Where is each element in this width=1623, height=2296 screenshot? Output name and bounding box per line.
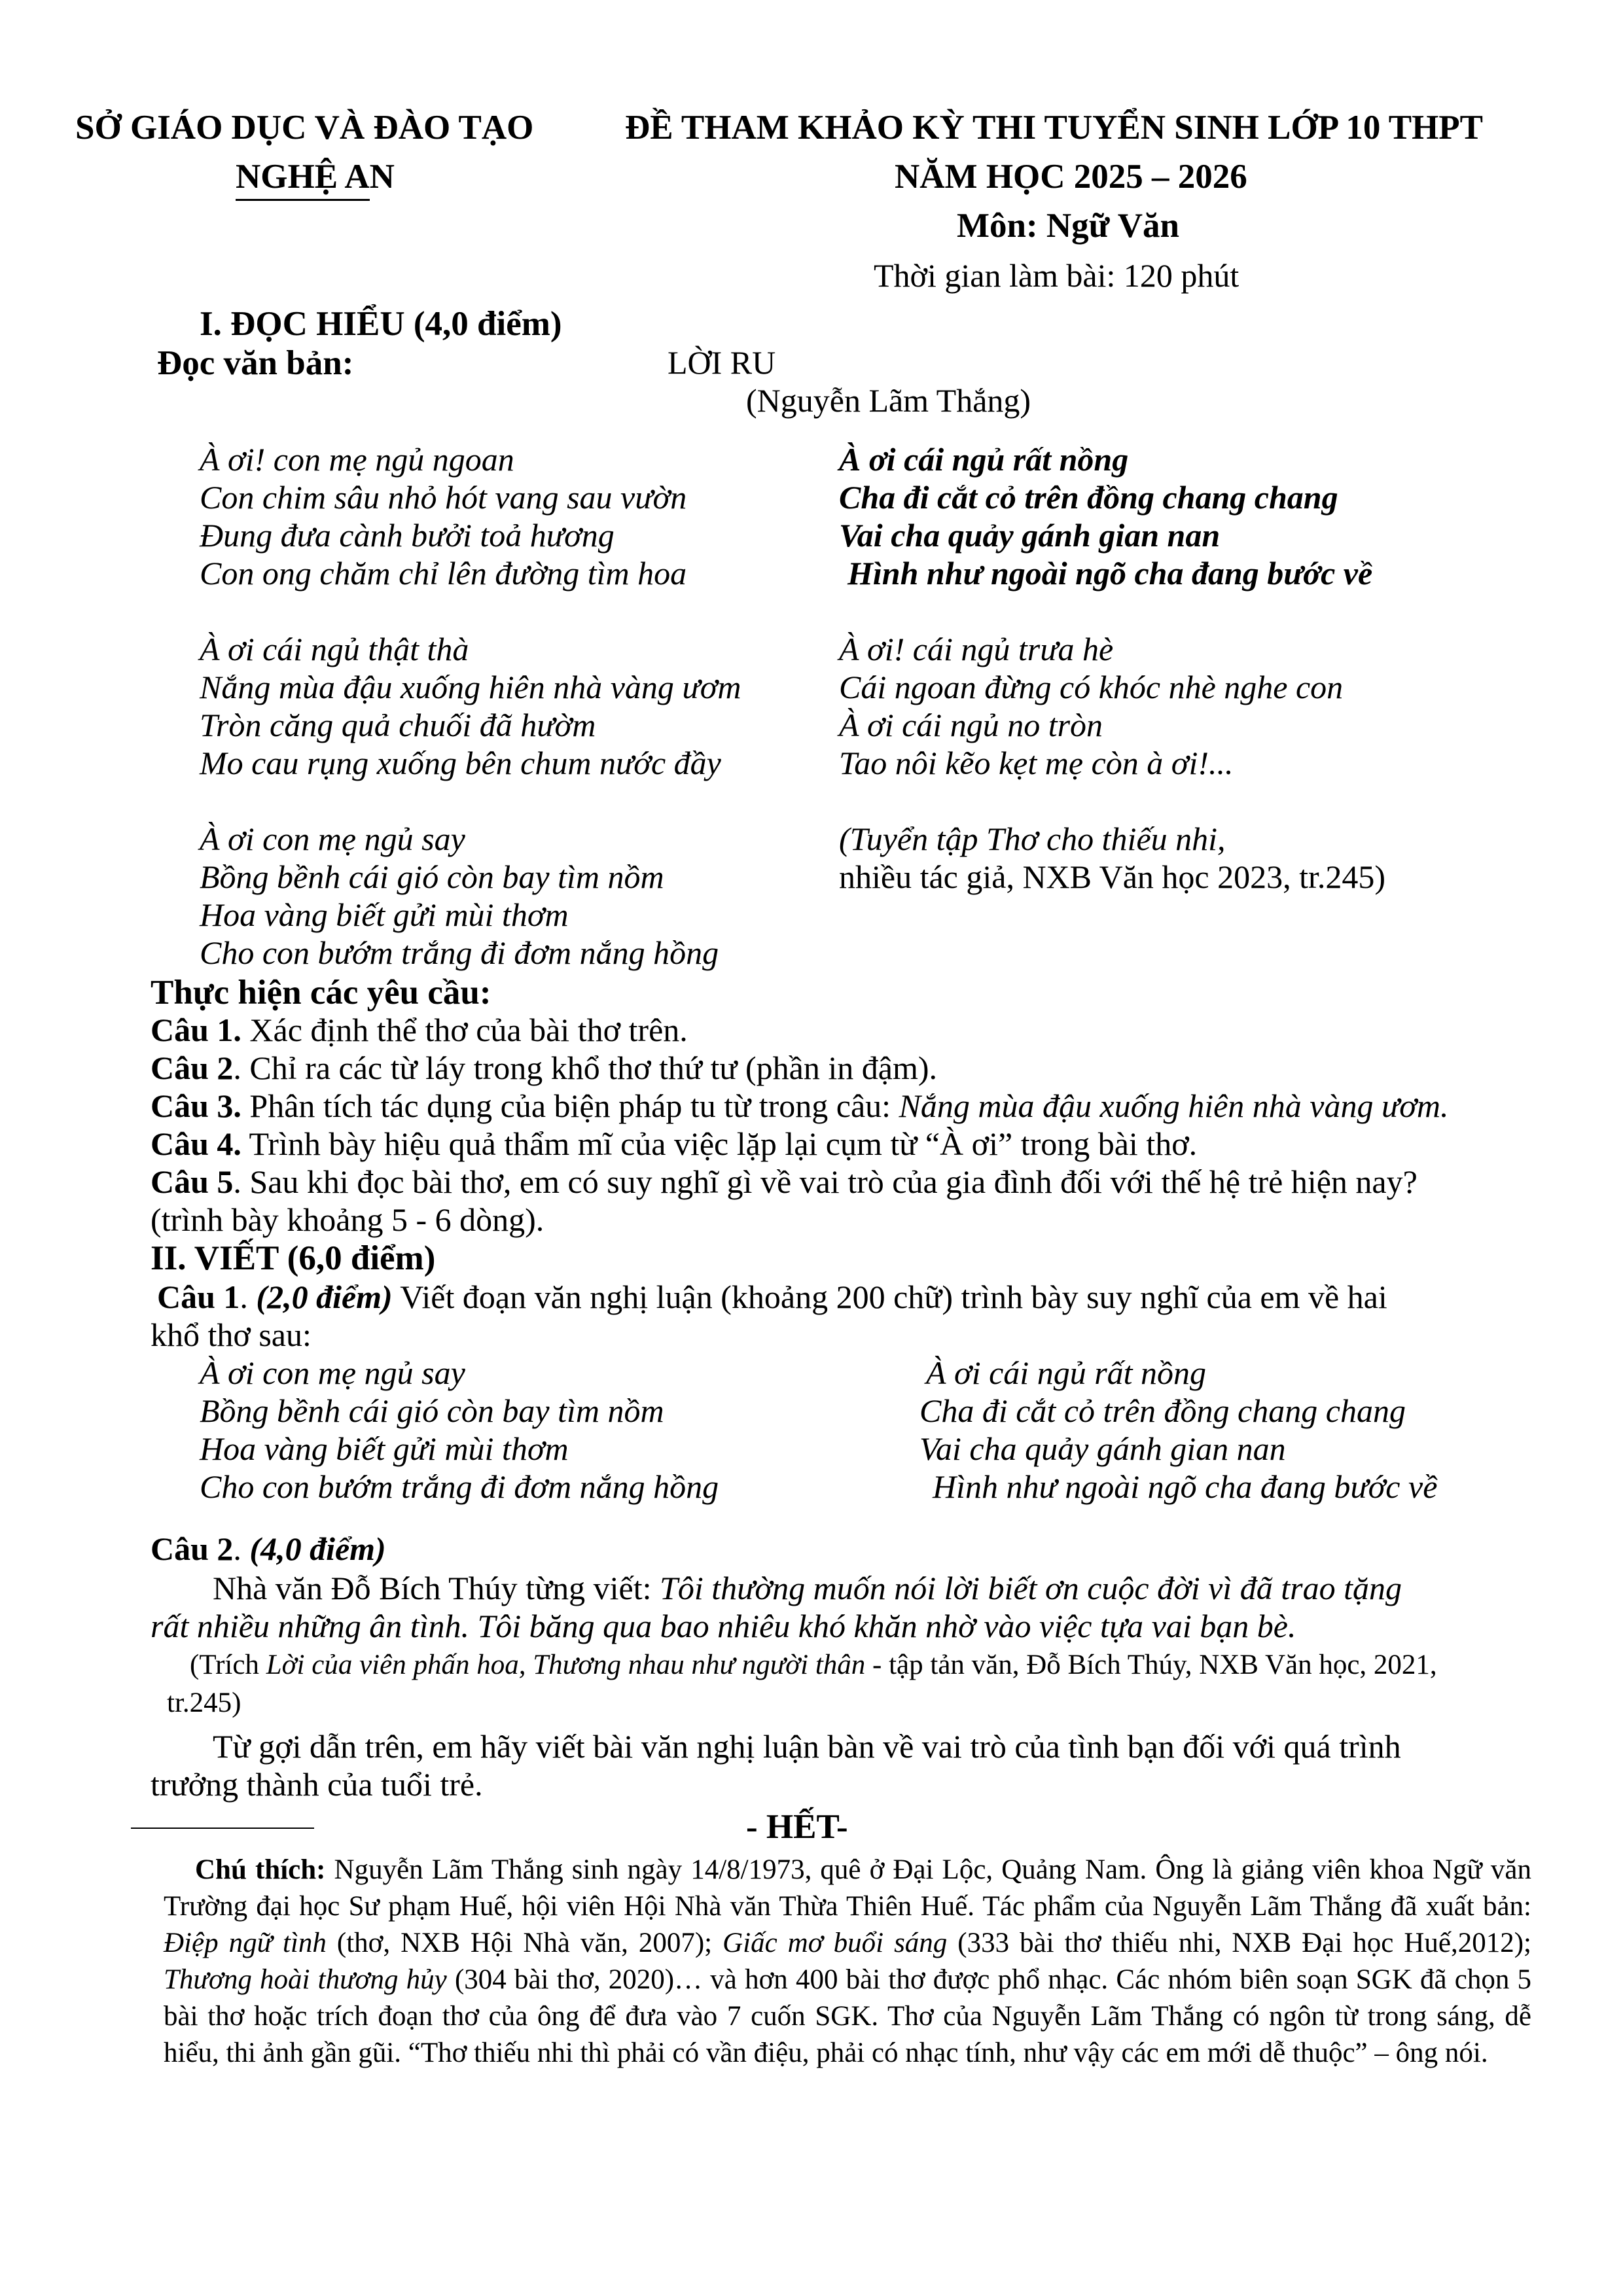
excerpt-line: Bồng bềnh cái gió còn bay tìm nồm — [200, 1392, 664, 1429]
poem-line: Con chim sâu nhỏ hót vang sau vườn — [200, 479, 687, 516]
poem-line: À ơi! con mẹ ngủ ngoan — [200, 441, 514, 478]
department-name: SỞ GIÁO DỤC VÀ ĐÀO TẠO — [75, 109, 534, 147]
excerpt-line: Cho con bướm trắng đi đơm nắng hồng — [200, 1468, 719, 1505]
header-underline — [236, 199, 370, 201]
footnote: Chú thích: Nguyễn Lãm Thắng sinh ngày 14/8/1973, quê ở Đại Lộc, Quảng Nam. Ông là giảng viên khoa Ngữ văn Trường đại học Sư phạm Huế, hội viên Hội Nhà văn Thừa Thiên Huế. Tác phẩm của Nguyễn Lãm Thắng đã xuất bản: Điệp ngữ tình (thơ, NXB Hội Nhà văn, 2007); Giấc mơ buổi sáng (333 bài thơ thiếu nhi, NXB Đại học Huế,2012); Thương hoài thương hủy (304 bài thơ, 2020)… và hơn 400 bài thơ được phổ nhạc. Các nhóm biên soạn SGK đã chọn 5 bài thơ hoặc trích đoạn thơ của ông để đưa vào 7 cuốn SGK. Thơ của Nguyễn Lãm Thắng có ngôn từ trong sáng, dễ hiểu, thi ảnh gần gũi. “Thơ thiếu nhi thì phải có vần điệu, phải có nhạc tính, như vậy các em mới dễ thuộc” – ông nói. — [164, 1854, 1532, 2068]
poem-line: Hoa vàng biết gửi mùi thơm — [200, 896, 569, 933]
poem-line: À ơi cái ngủ thật thà — [200, 631, 469, 667]
poem-line: Tròn căng quả chuối đã hườm — [200, 707, 596, 743]
quote-citation-end: tr.245) — [167, 1687, 241, 1718]
writing-question-2: Câu 2. (4,0 điểm) — [151, 1530, 386, 1567]
writing-question-1: Câu 1. (2,0 điểm) Viết đoạn văn nghị luận (khoảng 200 chữ) trình bày suy nghĩ của em về hai — [157, 1279, 1387, 1315]
poem-line: Bồng bềnh cái gió còn bay tìm nồm — [200, 858, 664, 895]
poem-line: Cho con bướm trắng đi đơm nắng hồng — [200, 934, 719, 971]
poem-line: Nắng mùa đậu xuống hiên nhà vàng ươm — [200, 669, 741, 705]
question-4: Câu 4. Trình bày hiệu quả thẩm mĩ của việc lặp lại cụm từ “À ơi” trong bài thơ. — [151, 1125, 1198, 1162]
question-5-note: (trình bày khoảng 5 - 6 dòng). — [151, 1201, 544, 1238]
poem-line: À ơi con mẹ ngủ say — [200, 821, 465, 857]
poem-source: (Tuyển tập Thơ cho thiếu nhi, — [839, 821, 1226, 857]
poem-author: (Nguyễn Lãm Thắng) — [746, 382, 1031, 419]
writing-task: trưởng thành của tuổi trẻ. — [151, 1766, 483, 1803]
poem-line: Tao nôi kẽo kẹt mẹ còn à ơi!... — [839, 745, 1234, 781]
question-2: Câu 2. Chỉ ra các từ láy trong khổ thơ thứ tư (phần in đậm). — [151, 1050, 937, 1086]
poem-line-bold: Cha đi cắt cỏ trên đồng chang chang — [839, 479, 1338, 516]
tasks-title: Thực hiện các yêu cầu: — [151, 974, 491, 1012]
poem-title: LỜI RU — [668, 344, 776, 381]
province-name: NGHỆ AN — [236, 158, 395, 196]
poem-line: Mo cau rụng xuống bên chum nước đầy — [200, 745, 721, 781]
poem-line: À ơi cái ngủ no tròn — [839, 707, 1103, 743]
poem-line: À ơi! cái ngủ trưa hè — [839, 631, 1114, 667]
excerpt-line: Hình như ngoài ngõ cha đang bước về — [933, 1468, 1438, 1505]
quote-citation: (Trích Lời của viên phấn hoa, Thương nhau như người thân - tập tản văn, Đỗ Bích Thúy, NXB Văn học, 2021, — [190, 1650, 1437, 1680]
school-year: NĂM HỌC 2025 – 2026 — [895, 158, 1247, 196]
quote-line: Nhà văn Đỗ Bích Thúy từng viết: Tôi thường muốn nói lời biết ơn cuộc đời vì đã trao tặng — [213, 1570, 1402, 1606]
excerpt-line: À ơi con mẹ ngủ say — [200, 1354, 465, 1391]
question-1: Câu 1. Xác định thể thơ của bài thơ trên. — [151, 1012, 688, 1048]
reading-section-title: I. ĐỌC HIỂU (4,0 điểm) — [200, 305, 562, 343]
question-5: Câu 5. Sau khi đọc bài thơ, em có suy nghĩ gì về vai trò của gia đình đối với thế hệ trẻ hiện nay? — [151, 1163, 1418, 1200]
poem-line-bold: À ơi cái ngủ rất nồng — [839, 441, 1129, 478]
subject-name: Môn: Ngữ Văn — [957, 207, 1180, 245]
poem-line: Đung đưa cành bưởi toả hương — [200, 517, 615, 554]
exam-title: ĐỀ THAM KHẢO KỲ THI TUYỂN SINH LỚP 10 THPT — [625, 109, 1484, 147]
excerpt-line: Hoa vàng biết gửi mùi thơm — [200, 1430, 569, 1467]
exam-duration: Thời gian làm bài: 120 phút — [874, 257, 1240, 294]
footnote-rule — [131, 1828, 314, 1829]
poem-line-bold: Vai cha quảy gánh gian nan — [839, 517, 1221, 554]
writing-question-1-cont: khổ thơ sau: — [151, 1316, 312, 1353]
excerpt-line: Cha đi cắt cỏ trên đồng chang chang — [919, 1392, 1406, 1429]
quote-line: rất nhiều những ân tình. Tôi băng qua bao nhiêu khó khăn nhờ vào việc tựa vai bạn bè. — [151, 1608, 1296, 1644]
end-mark: - HẾT- — [746, 1808, 848, 1846]
reading-prompt: Đọc văn bản: — [157, 344, 354, 382]
excerpt-line: Vai cha quảy gánh gian nan — [919, 1430, 1286, 1467]
excerpt-line: À ơi cái ngủ rất nồng — [926, 1354, 1207, 1391]
writing-section-title: II. VIẾT (6,0 điểm) — [151, 1239, 436, 1277]
poem-line: Cái ngoan đừng có khóc nhè nghe con — [839, 669, 1344, 705]
poem-source: nhiều tác giả, NXB Văn học 2023, tr.245) — [839, 858, 1386, 895]
question-3: Câu 3. Phân tích tác dụng của biện pháp tu từ trong câu: Nắng mùa đậu xuống hiên nhà vàng ươm. — [151, 1087, 1449, 1124]
poem-line-bold: Hình như ngoài ngõ cha đang bước về — [847, 555, 1373, 592]
writing-task: Từ gợi dẫn trên, em hãy viết bài văn nghị luận bàn về vai trò của tình bạn đối với quá trình — [213, 1728, 1401, 1765]
poem-line: Con ong chăm chỉ lên đường tìm hoa — [200, 555, 687, 592]
